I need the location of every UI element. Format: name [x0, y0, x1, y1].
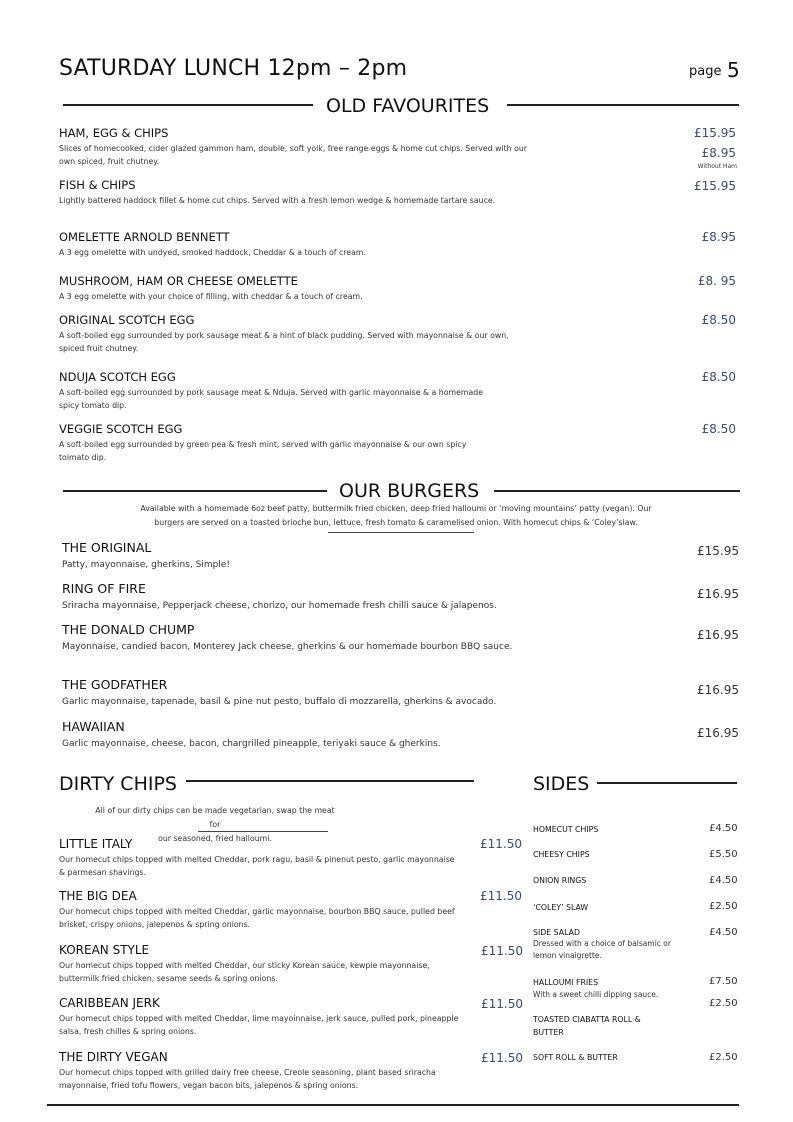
side-name: HOMECUT CHIPS	[533, 825, 599, 834]
item-name: OMELETTE ARNOLD BENNETT	[59, 230, 230, 244]
side-price: £4.50	[709, 823, 738, 834]
item-name: KOREAN STYLE	[59, 943, 150, 957]
dirty-chips-intro-line-2: our seasoned, fried halloumi.	[158, 834, 272, 843]
item-description: Our homecut chips topped with melted Cheddar, lime mayoinnaise, jerk sauce, pulled pork, pineapple salsa, fresh chilles & spring onions.	[59, 1014, 459, 1036]
item-price: £16.95	[697, 628, 739, 642]
page-title: SATURDAY LUNCH 12pm – 2pm	[59, 56, 408, 81]
side-price: £4.50	[709, 875, 738, 886]
section-title-dirty-chips: DIRTY CHIPS	[59, 773, 177, 795]
section-title-old-favourites: OLD FAVOURITES	[326, 95, 490, 117]
side-description: Dressed with a choice of balsamic or lemon vinaigrette.	[533, 939, 671, 960]
item-price-alt: £8.95	[701, 146, 736, 160]
item-name: CARIBBEAN JERK	[59, 996, 160, 1010]
section-rule-left	[63, 490, 327, 492]
item-price: £8. 95	[697, 274, 736, 288]
item-description: Our homecut chips topped with melted Cheddar, pork ragu, basil & pinenut pesto, garlic mayonnaise & parmesan shavings.	[59, 855, 455, 877]
item-name: THE GODFATHER	[62, 677, 168, 692]
burgers-intro-line-2: burgers are served on a toasted brioche bun, lettuce, fresh tomato & caramelised onion. With homecut chips & ‘Coley’slaw.	[154, 518, 638, 527]
burgers-intro	[90, 502, 702, 530]
item-name: VEGGIE SCOTCH EGG	[59, 422, 183, 436]
side-price: £5.50	[709, 849, 738, 860]
side-name: HALLOUMI FRIES	[533, 978, 599, 987]
item-description: Garlic mayonnaise, tapenade, basil & pine nut pesto, buffalo di mozzarella, gherkins & avocado.	[62, 697, 497, 707]
item-name: MUSHROOM, HAM OR CHEESE OMELETTE	[59, 274, 298, 288]
item-description: Mayonnaise, candied bacon, Monterey Jack cheese, gherkins & our homemade bourbon BBQ sauce.	[62, 642, 513, 652]
side-name: SOFT ROLL & BUTTER	[533, 1053, 618, 1062]
item-name: FISH & CHIPS	[59, 178, 136, 192]
side-price: £4.50	[709, 927, 738, 938]
item-price: £15.95	[694, 126, 736, 140]
page-label: page	[689, 64, 722, 79]
side-price: £2.50	[709, 901, 738, 912]
side-price: £2.50	[709, 1052, 738, 1063]
item-price: £15.95	[694, 179, 736, 193]
item-name: THE DIRTY VEGAN	[59, 1050, 168, 1064]
item-name: HAWAIIAN	[62, 719, 125, 734]
side-name: ‘COLEY’ SLAW	[533, 903, 589, 912]
item-price: £11.50	[481, 1051, 523, 1065]
item-description: Garlic mayonnaise, cheese, bacon, chargrilled pineapple, teriyaki sauce & gherkins.	[62, 739, 441, 749]
item-description: A 3 egg omelette with undyed, smoked haddock, Cheddar & a touch of cream.	[59, 248, 366, 257]
dirty-chips-intro-divider	[198, 831, 328, 832]
item-description: A soft-boiled egg surrounded by green pea & fresh mint, served with garlic mayonnaise & our own spicy toimato dip.	[59, 440, 467, 462]
dirty-chips-intro-line-1: All of our dirty chips can be made vegetarian, swap the meat for	[95, 806, 335, 829]
section-title-burgers: OUR BURGERS	[339, 480, 480, 502]
item-name: LITTLE ITALY	[59, 837, 133, 851]
side-name: ONION RINGS	[533, 876, 587, 885]
section-rule-left	[63, 104, 313, 106]
item-description: Our homecut chips topped with melted Cheddar, garlic mayonnaise, bourbon BBQ sauce, pulled beef brisket, crispy onions, jalepenos & spring onions.	[59, 907, 455, 929]
section-title-sides: SIDES	[533, 773, 590, 795]
section-rule-right	[494, 490, 740, 492]
item-name: THE DONALD CHUMP	[62, 622, 195, 637]
section-rule-right	[507, 104, 739, 106]
side-price: £2.50	[709, 998, 738, 1009]
side-name: CHEESY CHIPS	[533, 850, 590, 859]
item-name: ORIGINAL SCOTCH EGG	[59, 313, 195, 327]
item-name: NDUJA SCOTCH EGG	[59, 370, 176, 384]
section-rule-right	[186, 780, 474, 782]
section-rule-right	[597, 782, 737, 784]
item-price: £16.95	[697, 587, 739, 601]
item-description: A 3 egg omelette with your choice of filling, with cheddar & a touch of cream.	[59, 292, 363, 301]
item-description: Our homecut chips topped with melted Cheddar, our sticky Korean sauce, kewpie mayonnaise, buttermilk fried chicken, sesame seeds & spring onions.	[59, 961, 430, 983]
item-price: £8.95	[701, 230, 736, 244]
item-price: £16.95	[697, 683, 739, 697]
item-price: £11.50	[481, 944, 523, 958]
page-number: 5	[727, 58, 740, 82]
item-price: £8.50	[701, 313, 736, 327]
burgers-intro-divider	[328, 532, 474, 533]
item-description: Patty, mayonnaise, gherkins, Simple!	[62, 560, 230, 570]
footer-rule	[47, 1104, 739, 1106]
side-name: SIDE SALAD	[533, 928, 580, 937]
item-name: RING OF FIRE	[62, 581, 146, 596]
item-price: £11.50	[480, 837, 522, 851]
item-description: Lightly battered haddock fillet & home cut chips. Served with a fresh lemon wedge & homemade tartare sauce.	[59, 196, 496, 205]
item-price: £8.50	[701, 370, 736, 384]
item-description: A soft-boiled egg surrounded by pork sausage meat & a hint of black pudding. Served with mayonnaise & our own, spiced fruit chutney.	[59, 331, 509, 353]
item-price: £11.50	[481, 997, 523, 1011]
item-price: £16.95	[697, 726, 739, 740]
item-description: A soft-boiled egg surrounded by pork sausage meat & Nduja. Served with garlic mayonnaise & a homemade spicy tomato dip.	[59, 388, 484, 410]
price-note: Without Ham	[697, 163, 737, 170]
item-description: Slices of homecooked, cider glazed gammon ham, double, soft yolk, free range eggs & home cut chips. Served with our own spiced, fruit chutney.	[59, 144, 528, 166]
side-name: TOASTED CIABATTA ROLL & BUTTER	[533, 1015, 641, 1037]
item-description: Sriracha mayonnaise, Pepperjack cheese, chorizo, our homemade fresh chilli sauce & jalapenos.	[62, 601, 497, 611]
item-price: £11.50	[480, 889, 522, 903]
side-description: With a sweet chilli dipping sauce.	[533, 990, 659, 999]
item-description: Our homecut chips topped with grilled dairy free cheese, Creole seasoning, plant based sriracha mayonnaise, fried tofu flowers, vegan bacon bits, jalepenos & spring onions.	[59, 1068, 436, 1090]
item-name: THE ORIGINAL	[62, 540, 152, 555]
item-price: £8.50	[701, 422, 736, 436]
side-price: £7.50	[709, 976, 738, 987]
item-name: THE BIG DEA	[59, 889, 137, 903]
item-name: HAM, EGG & CHIPS	[59, 126, 169, 140]
burgers-intro-line-1: Available with a homemade 6oz beef patty, buttermilk fried chicken, deep fried halloumi or ‘moving mountains’ patty (vegan). Our	[140, 504, 652, 513]
item-price: £15.95	[697, 544, 739, 558]
